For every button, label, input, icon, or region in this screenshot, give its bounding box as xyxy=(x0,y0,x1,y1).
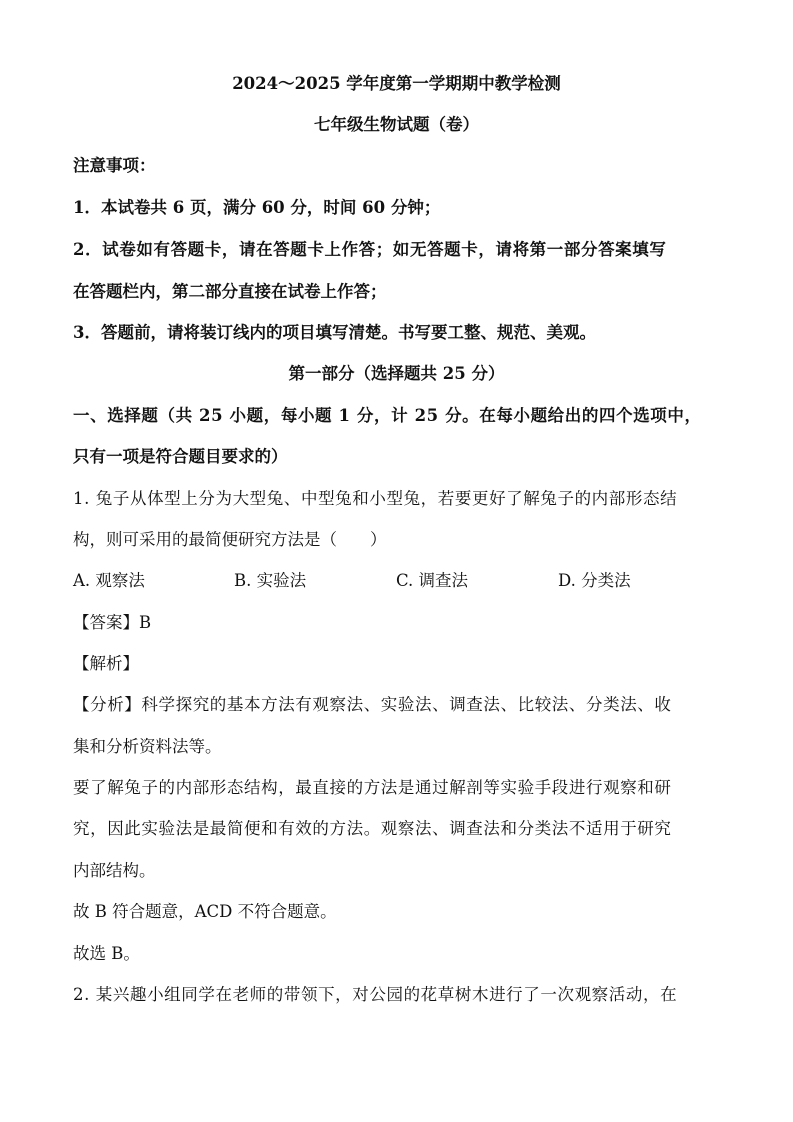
question-1-option-b: B. 实验法 xyxy=(234,571,307,590)
question-1-explain-line-3: 内部结构。 xyxy=(73,861,156,880)
exam-subtitle: 七年级生物试题（卷） xyxy=(314,115,479,134)
question-1-fenxi-line-2: 集和分析资料法等。 xyxy=(73,737,222,756)
question-1-explain-line-2: 究，因此实验法是最简便和有效的方法。观察法、调查法和分类法不适用于研究 xyxy=(73,819,672,838)
question-1-stem-line-1: 1. 兔子从体型上分为大型兔、中型兔和小型兔，若要更好了解兔子的内部形态结 xyxy=(73,489,678,508)
part-one-title: 第一部分（选择题共 25 分） xyxy=(288,364,505,383)
notice-item-1: 1．本试卷共 6 页，满分 60 分，时间 60 分钟； xyxy=(73,198,441,217)
question-1-option-d: D. 分类法 xyxy=(558,571,631,590)
notice-heading: 注意事项： xyxy=(73,156,156,175)
notice-item-3: 3．答题前，请将装订线内的项目填写清楚。书写要工整、规范、美观。 xyxy=(73,323,596,342)
question-1-option-c: C. 调查法 xyxy=(396,571,469,590)
question-2-stem-line-1: 2. 某兴趣小组同学在老师的带领下，对公园的花草树木进行了一次观察活动，在 xyxy=(73,985,678,1004)
section-instruction-line-2: 只有一项是符合题目要求的） xyxy=(73,447,288,466)
notice-item-2-line-2: 在答题栏内，第二部分直接在试卷上作答； xyxy=(73,282,387,301)
notice-item-2-line-1: 2．试卷如有答题卡，请在答题卡上作答；如无答题卡，请将第一部分答案填写 xyxy=(73,240,667,259)
section-instruction-line-1: 一、选择题（共 25 小题，每小题 1 分，计 25 分。在每小题给出的四个选项中， xyxy=(73,406,702,425)
question-1-choice: 故选 B。 xyxy=(73,944,140,963)
question-1-stem-line-2: 构，则可采用的最简便研究方法是（ ） xyxy=(73,530,387,549)
question-1-fenxi-line-1: 【分析】科学探究的基本方法有观察法、实验法、调查法、比较法、分类法、收 xyxy=(73,695,672,714)
exam-title: 2024～2025 学年度第一学期期中教学检测 xyxy=(232,74,561,93)
question-1-explain-line-1: 要了解兔子的内部形态结构，最直接的方法是通过解剖等实验手段进行观察和研 xyxy=(73,778,672,797)
question-1-answer: 【答案】B xyxy=(73,613,152,632)
question-1-option-a: A. 观察法 xyxy=(73,571,145,590)
question-1-conclusion: 故 B 符合题意，ACD 不符合题意。 xyxy=(73,902,337,921)
question-1-analysis-label: 【解析】 xyxy=(73,654,139,673)
